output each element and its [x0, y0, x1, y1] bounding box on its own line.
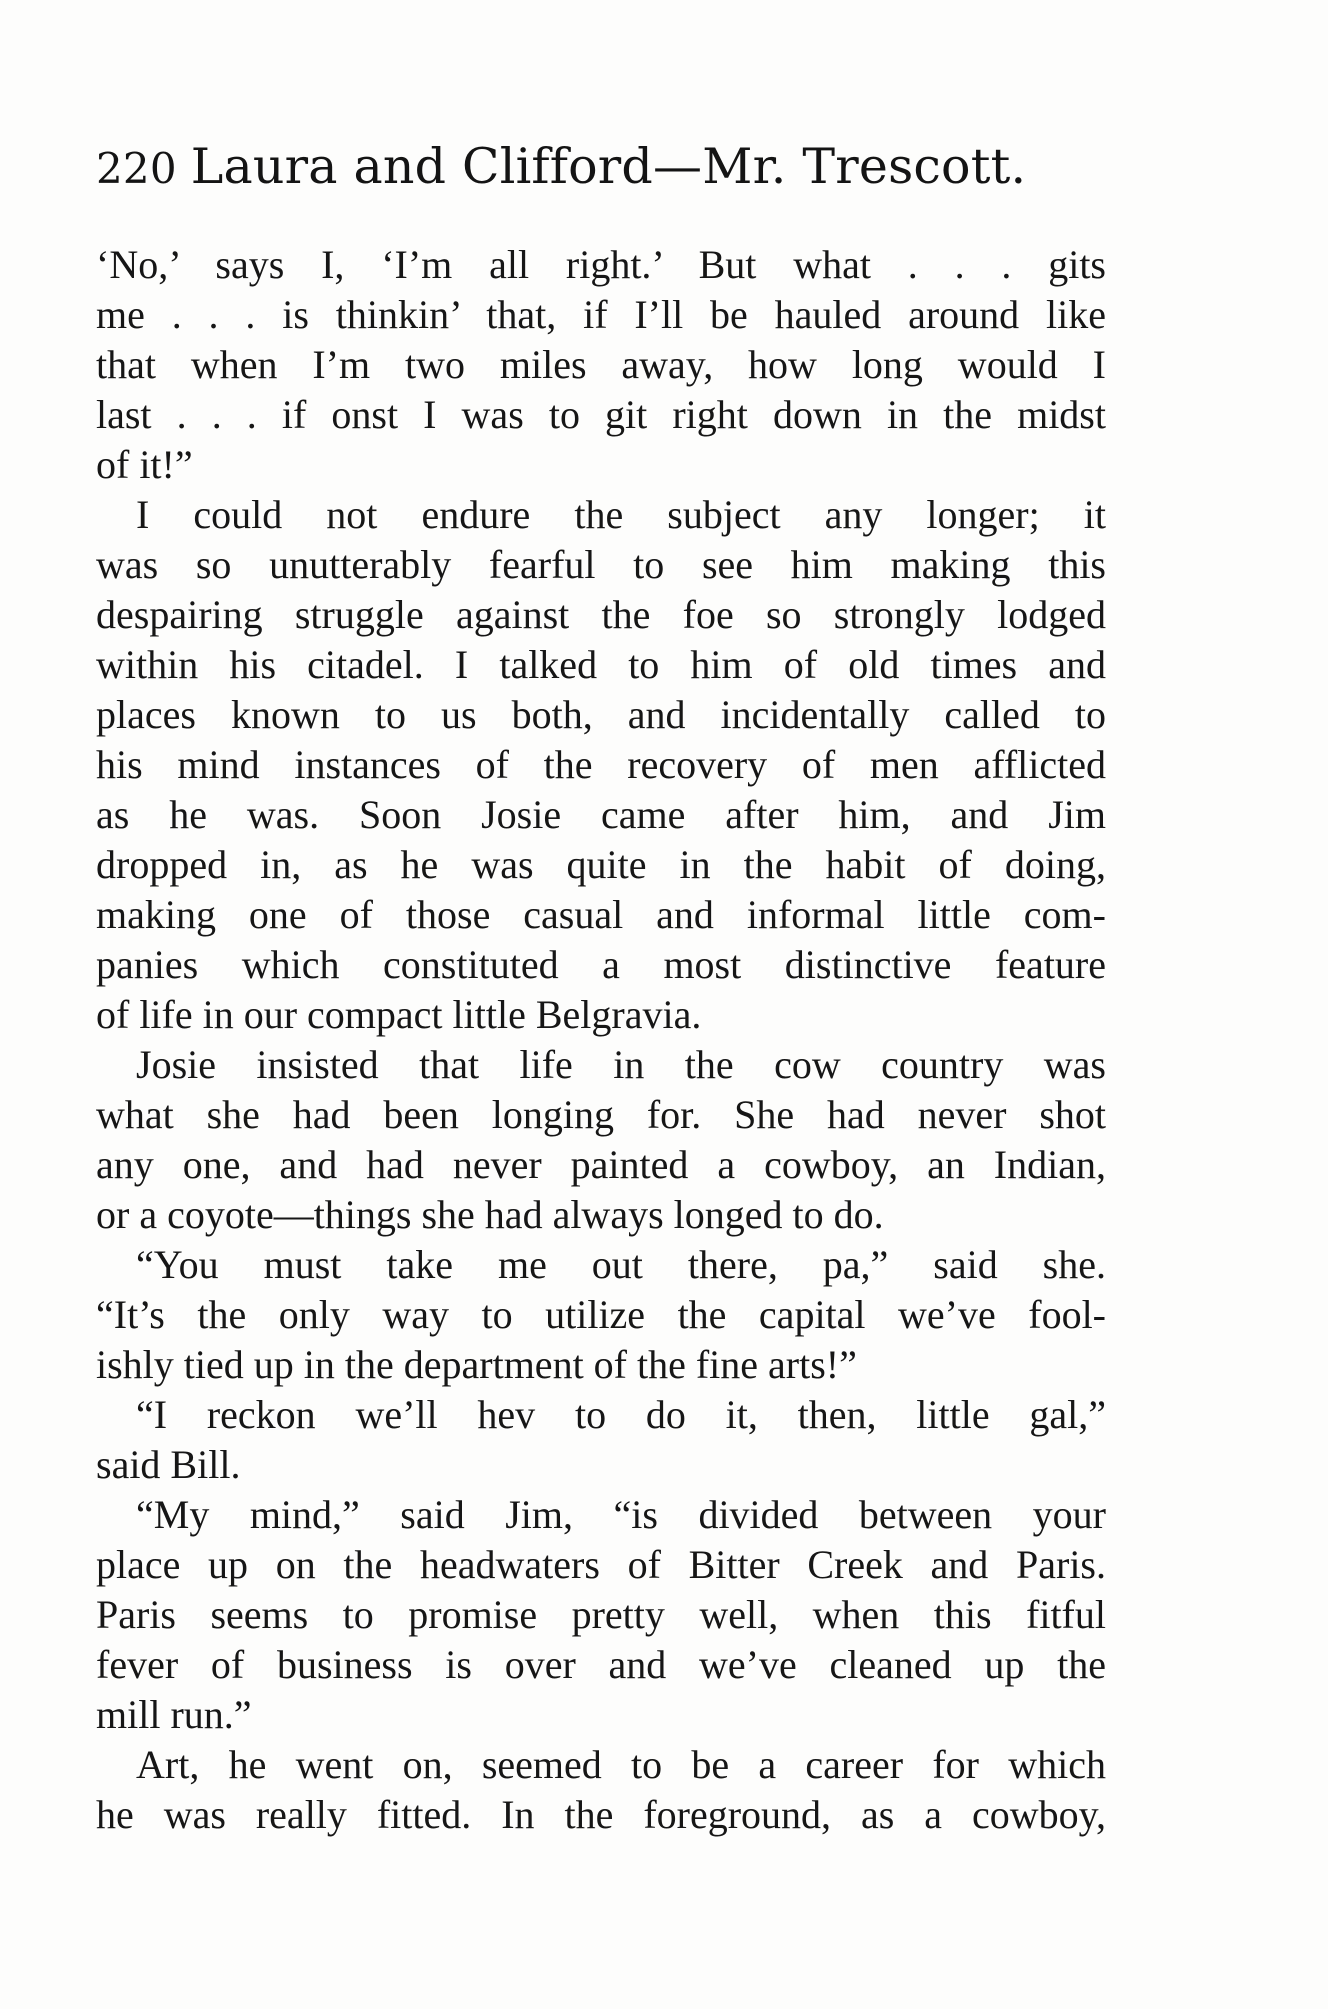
- text-line: “You must take me out there, pa,” said she.: [136, 1242, 1106, 1287]
- text-line: any one, and had never painted a cowboy, an Indian,: [96, 1142, 1106, 1187]
- text-line: places known to us both, and incidentally called to: [96, 692, 1106, 737]
- text-line: Art, he went on, seemed to be a career for which: [136, 1742, 1106, 1787]
- text-line: as he was. Soon Josie came after him, and Jim: [96, 792, 1106, 837]
- text-line: “It’s the only way to utilize the capital we’ve fool-: [96, 1292, 1106, 1337]
- text-line: said Bill.: [96, 1442, 241, 1487]
- text-line: mill run.”: [96, 1692, 252, 1737]
- text-line: Josie insisted that life in the cow country was: [136, 1042, 1106, 1087]
- text-line: last . . . if onst I was to git right down in the midst: [96, 392, 1106, 437]
- text-line: me . . . is thinkin’ that, if I’ll be hauled around like: [96, 292, 1106, 337]
- text-line: fever of business is over and we’ve cleaned up the: [96, 1642, 1106, 1687]
- body-text: [96, 240, 1106, 1840]
- text-line: dropped in, as he was quite in the habit of doing,: [96, 842, 1106, 887]
- page-header: [96, 138, 1026, 195]
- text-line: ‘No,’ says I, ‘I’m all right.’ But what . . . gits: [96, 242, 1106, 287]
- text-line: was so unutterably fearful to see him making this: [96, 542, 1106, 587]
- running-title: Laura and Clifford—Mr. Trescott.: [190, 138, 1027, 195]
- text-line: of it!”: [96, 442, 193, 487]
- text-line: I could not endure the subject any longer; it: [136, 492, 1106, 537]
- text-line: that when I’m two miles away, how long would I: [96, 342, 1106, 387]
- text-line: his mind instances of the recovery of men afflicted: [96, 742, 1106, 787]
- text-line: “My mind,” said Jim, “is divided between your: [136, 1492, 1106, 1537]
- text-line: he was really fitted. In the foreground, as a cowboy,: [96, 1792, 1106, 1837]
- text-line: place up on the headwaters of Bitter Creek and Paris.: [96, 1542, 1106, 1587]
- text-line: within his citadel. I talked to him of old times and: [96, 642, 1106, 687]
- text-line: “I reckon we’ll hev to do it, then, little gal,”: [136, 1392, 1106, 1437]
- text-line: of life in our compact little Belgravia.: [96, 992, 702, 1037]
- text-line: Paris seems to promise pretty well, when this fitful: [96, 1592, 1106, 1637]
- page-number: 220: [96, 144, 177, 193]
- text-line: despairing struggle against the foe so strongly lodged: [96, 592, 1106, 637]
- text-line: ishly tied up in the department of the fine arts!”: [96, 1342, 857, 1387]
- text-line: or a coyote—things she had always longed to do.: [96, 1192, 884, 1237]
- text-line: panies which constituted a most distinctive feature: [96, 942, 1106, 987]
- text-line: what she had been longing for. She had never shot: [96, 1092, 1106, 1137]
- text-line: making one of those casual and informal little com-: [96, 892, 1106, 937]
